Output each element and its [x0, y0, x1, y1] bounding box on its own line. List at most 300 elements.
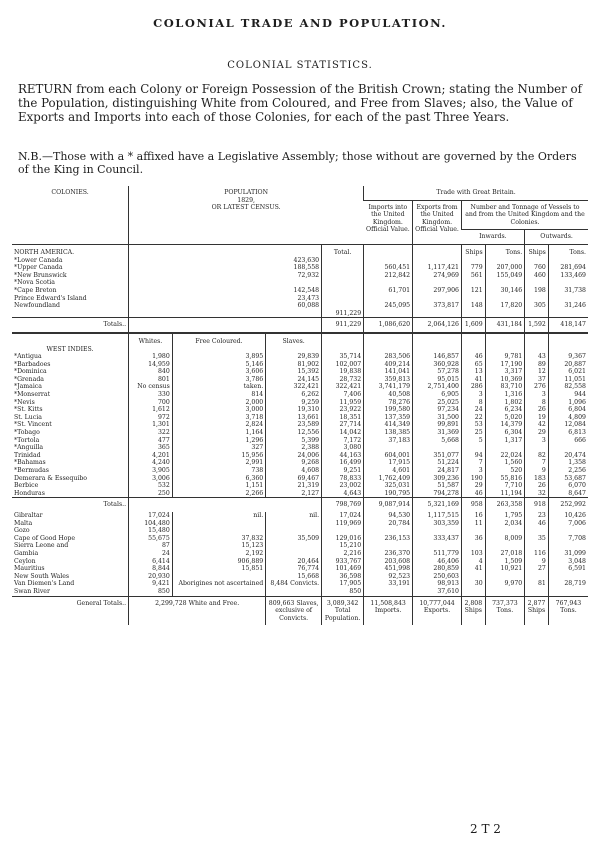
table-cell	[364, 257, 413, 265]
table-cell: 31,099	[548, 550, 588, 558]
table-cell	[548, 573, 588, 581]
table-cell: 252,992	[548, 498, 588, 512]
table-cell: 42	[525, 421, 549, 429]
table-cell	[266, 550, 322, 558]
table-cell: 35,509	[266, 535, 322, 543]
colony-name: *Anguilla	[14, 444, 44, 452]
table-cell: 81	[525, 580, 549, 588]
table-cell	[172, 527, 265, 535]
table-cell: 13	[462, 368, 486, 376]
table-cell	[322, 302, 364, 310]
table-cell	[12, 333, 129, 346]
table-cell: 6,262	[266, 391, 322, 399]
table-cell: 281,694	[548, 264, 588, 272]
table-cell: 35,714	[322, 353, 364, 361]
table-cell: 35	[525, 535, 549, 543]
table-cell	[548, 333, 588, 346]
table-cell: 779	[462, 264, 486, 272]
table-cell	[525, 346, 549, 354]
table-cell	[172, 520, 265, 528]
table-cell: 276	[525, 383, 549, 391]
table-cell: 40,508	[364, 391, 413, 399]
table-cell: 666	[548, 437, 588, 445]
table-row	[12, 550, 588, 558]
table-cell	[413, 279, 462, 287]
table-cell: 2,824	[172, 421, 265, 429]
population-year: 1829,	[237, 196, 255, 204]
table-cell: 9,421	[129, 580, 173, 588]
table-row	[12, 421, 588, 429]
table-cell: 65	[462, 361, 486, 369]
table-cell: 6,234	[485, 406, 525, 414]
whites-header: Whites.	[129, 333, 173, 346]
table-cell: 15,668	[266, 573, 322, 581]
table-cell	[322, 333, 364, 346]
table-cell: 12	[525, 368, 549, 376]
table-cell: 15,851	[172, 565, 265, 573]
table-cell: 414,349	[364, 421, 413, 429]
table-cell: 6,414	[129, 558, 173, 566]
table-cell: 46,406	[413, 558, 462, 566]
section-title: COLONIAL STATISTICS.	[227, 60, 373, 71]
table-cell	[548, 295, 588, 303]
totals-row	[12, 318, 588, 333]
table-cell: 1,151	[172, 482, 265, 490]
table-cell	[525, 573, 549, 581]
table-cell: 2,034	[485, 520, 525, 528]
section-header-row	[12, 346, 588, 354]
table-cell: 5,399	[266, 437, 322, 445]
table-cell	[462, 573, 486, 581]
table-cell: 92,523	[364, 573, 413, 581]
table-cell: 18,351	[322, 414, 364, 422]
general-totals-label: General Totals..	[12, 596, 129, 625]
table-cell: 801	[129, 376, 173, 384]
table-cell: 29	[525, 429, 549, 437]
table-cell: 26	[525, 482, 549, 490]
table-row	[12, 527, 588, 535]
table-cell	[525, 257, 549, 265]
table-cell: 72,932	[129, 272, 322, 280]
table-cell: 2,991	[172, 459, 265, 467]
table-cell: 198	[525, 287, 549, 295]
table-cell: 44,163	[322, 452, 364, 460]
table-cell: 9,087,914	[364, 498, 413, 512]
table-cell: 814	[172, 391, 265, 399]
table-cell: 6,591	[548, 565, 588, 573]
table-cell: 83,710	[485, 383, 525, 391]
table-cell: taken.	[172, 383, 265, 391]
table-cell: 286	[462, 383, 486, 391]
table-cell: 15,480	[129, 527, 173, 535]
table-cell: 31,500	[413, 414, 462, 422]
table-cell: 15,956	[172, 452, 265, 460]
table-cell: 327	[172, 444, 265, 452]
table-cell: 116	[525, 550, 549, 558]
table-cell: 78,276	[364, 399, 413, 407]
table-cell: 23,922	[322, 406, 364, 414]
table-cell	[129, 279, 322, 287]
table-cell: 4	[462, 558, 486, 566]
table-cell: 1,317	[485, 437, 525, 445]
colony-name: *Nevis	[14, 398, 35, 406]
table-cell: 3,000	[172, 406, 265, 414]
table-cell: 850	[322, 588, 364, 596]
colony-name: Van Diemen's Land	[14, 580, 75, 588]
table-cell: 3,048	[548, 558, 588, 566]
table-cell: 5,668	[413, 437, 462, 445]
table-cell: 188,558	[129, 264, 322, 272]
table-cell: 972	[129, 414, 173, 422]
table-cell: 4,201	[129, 452, 173, 460]
table-cell: 8	[525, 399, 549, 407]
table-cell: 82,558	[548, 383, 588, 391]
table-row	[12, 542, 588, 550]
table-cell	[548, 346, 588, 354]
table-cell: 322,421	[266, 383, 322, 391]
table-cell: 121	[462, 287, 486, 295]
colony-name: *Dominica	[14, 368, 47, 376]
table-cell	[462, 310, 486, 318]
table-cell	[548, 588, 588, 596]
table-cell	[129, 346, 173, 354]
table-cell: 431,184	[485, 318, 525, 333]
table-cell: 17,905	[322, 580, 364, 588]
table-row	[12, 565, 588, 573]
table-cell: 9,251	[322, 467, 364, 475]
table-cell: 322	[129, 429, 173, 437]
table-row	[12, 459, 588, 467]
table-cell: nil.	[172, 512, 265, 520]
table-row	[12, 264, 588, 272]
table-cell: 37,610	[413, 588, 462, 596]
table-cell: 7	[462, 459, 486, 467]
colony-name: Ceylon	[14, 557, 36, 565]
table-cell: 11,508,843 Imports.	[364, 596, 413, 625]
table-cell: 3,741,179	[364, 383, 413, 391]
colony-name: Sierra Leone and	[14, 542, 69, 550]
colony-name: *Monserrat	[14, 391, 51, 399]
table-cell	[485, 542, 525, 550]
table-cell: 51,587	[413, 482, 462, 490]
table-cell	[525, 527, 549, 535]
table-cell: 477	[129, 437, 173, 445]
table-cell: 250	[129, 490, 173, 498]
table-cell	[462, 444, 486, 452]
table-cell: 8,844	[129, 565, 173, 573]
table-cell: 155,049	[485, 272, 525, 280]
table-cell: 27,714	[322, 421, 364, 429]
table-row	[12, 376, 588, 384]
table-cell: 236,370	[364, 550, 413, 558]
table-cell: 37,832	[172, 535, 265, 543]
page-footer: 2 T 2	[470, 822, 501, 836]
table-cell	[548, 444, 588, 452]
table-row	[12, 482, 588, 490]
table-cell: 203,608	[364, 558, 413, 566]
table-cell	[548, 527, 588, 535]
table-cell: 2,216	[322, 550, 364, 558]
table-cell: 26	[525, 406, 549, 414]
table-cell: 20,887	[548, 361, 588, 369]
table-cell: 3	[462, 467, 486, 475]
table-row	[12, 272, 588, 280]
colony-name: *St. Vincent	[14, 421, 52, 429]
table-cell: 25	[462, 429, 486, 437]
table-cell: 22	[462, 414, 486, 422]
table-cell: 95,015	[413, 376, 462, 384]
table-cell	[322, 257, 364, 265]
table-cell: 27,018	[485, 550, 525, 558]
table-cell	[266, 542, 322, 550]
table-cell	[525, 295, 549, 303]
table-cell	[462, 295, 486, 303]
table-cell	[129, 498, 322, 512]
table-cell: 17,820	[485, 302, 525, 310]
table-cell: 4,643	[322, 490, 364, 498]
table-cell: 933,767	[322, 558, 364, 566]
table-cell: 6,905	[413, 391, 462, 399]
table-cell: 23	[525, 512, 549, 520]
table-cell: 17,915	[364, 459, 413, 467]
table-cell: 1,762,409	[364, 475, 413, 483]
table-cell: 55,816	[485, 475, 525, 483]
table-cell: 24,817	[413, 467, 462, 475]
table-cell: 297,906	[413, 287, 462, 295]
table-cell: 138,385	[364, 429, 413, 437]
table-cell: 57,278	[413, 368, 462, 376]
table-cell	[266, 346, 322, 354]
table-cell: 76,774	[266, 565, 322, 573]
table-cell	[364, 279, 413, 287]
table-cell: 1,612	[129, 406, 173, 414]
table-cell: 760	[525, 264, 549, 272]
trade-header: Trade with Great Britain.	[364, 186, 588, 200]
table-cell	[525, 588, 549, 596]
table-cell	[322, 264, 364, 272]
table-cell: 5,020	[485, 414, 525, 422]
table-cell	[413, 333, 462, 346]
table-cell: 918	[525, 498, 549, 512]
table-cell: 46	[525, 520, 549, 528]
table-cell: 2,256	[548, 467, 588, 475]
table-cell	[462, 588, 486, 596]
table-cell: 798,769	[322, 498, 364, 512]
outwards-header: Outwards.	[525, 230, 588, 245]
table-cell: 604,001	[364, 452, 413, 460]
table-cell: 3,895	[172, 353, 265, 361]
table-cell: 46	[462, 490, 486, 498]
table-cell: 1,592	[525, 318, 549, 333]
table-cell: 146,857	[413, 353, 462, 361]
table-cell: 3	[462, 391, 486, 399]
colony-name: Berbice	[14, 482, 39, 490]
table-cell	[462, 346, 486, 354]
colony-name: Newfoundland	[14, 302, 60, 310]
table-cell: 794,278	[413, 490, 462, 498]
table-cell: 738	[172, 467, 265, 475]
table-cell: 1,301	[129, 421, 173, 429]
table-cell: 9,970	[485, 580, 525, 588]
table-cell	[525, 333, 549, 346]
table-cell: 274,969	[413, 272, 462, 280]
table-cell: 37	[525, 376, 549, 384]
table-cell: 24,145	[266, 376, 322, 384]
table-cell: 55,675	[129, 535, 173, 543]
table-cell: Ships	[462, 244, 486, 256]
table-cell	[413, 244, 462, 256]
table-cell	[485, 346, 525, 354]
table-cell: 82	[525, 452, 549, 460]
table-cell: 4,240	[129, 459, 173, 467]
table-cell	[485, 527, 525, 535]
table-cell: 330	[129, 391, 173, 399]
table-cell: 2,127	[266, 490, 322, 498]
colony-name: *Cape Breton	[14, 286, 57, 294]
colony-name: *New Brunswick	[14, 271, 67, 279]
table-cell: 2,000	[172, 399, 265, 407]
table-cell: 520	[485, 467, 525, 475]
colony-name: *Nova Scotia	[14, 279, 55, 287]
table-cell	[485, 279, 525, 287]
table-cell: 11,194	[485, 490, 525, 498]
free-coloured-header: Free Coloured.	[172, 333, 265, 346]
table-cell: 98,913	[413, 580, 462, 588]
table-cell: 190,795	[364, 490, 413, 498]
table-cell: 3	[525, 437, 549, 445]
table-cell: 22,024	[485, 452, 525, 460]
imports-header: Imports into the United Kingdom. Official Value.	[364, 200, 413, 244]
table-cell: 12,084	[548, 421, 588, 429]
table-row	[12, 429, 588, 437]
table-cell: 700	[129, 399, 173, 407]
table-row	[12, 580, 588, 588]
table-cell	[413, 444, 462, 452]
table-cell: 3,089,342 Total Population.	[322, 596, 364, 625]
table-cell: 36	[462, 535, 486, 543]
table-cell: 3,080	[322, 444, 364, 452]
table-cell	[462, 279, 486, 287]
table-cell: 137,359	[364, 414, 413, 422]
table-cell: 1,096	[548, 399, 588, 407]
table-cell	[485, 257, 525, 265]
table-cell: 359,813	[364, 376, 413, 384]
table-cell: 78,833	[322, 475, 364, 483]
colony-name: *Tobago	[14, 429, 40, 437]
table-cell	[172, 573, 265, 581]
table-cell: 10,921	[485, 565, 525, 573]
table-cell	[172, 346, 265, 354]
table-cell: 61,701	[364, 287, 413, 295]
table-row	[12, 512, 588, 520]
colony-name: *Grenada	[14, 375, 44, 383]
colony-name	[12, 310, 129, 318]
colony-name: Prince Edward's Island	[14, 294, 87, 302]
table-row	[12, 353, 588, 361]
table-cell: Ships	[525, 244, 549, 256]
table-cell: 20,474	[548, 452, 588, 460]
table-row	[12, 490, 588, 498]
table-cell: 5	[462, 437, 486, 445]
table-cell: 15,392	[266, 368, 322, 376]
table-cell: 20,784	[364, 520, 413, 528]
table-cell: 511,779	[413, 550, 462, 558]
table-cell: 850	[129, 588, 173, 596]
table-cell: Tons.	[485, 244, 525, 256]
table-cell: 6,070	[548, 482, 588, 490]
table-row	[12, 558, 588, 566]
table-cell: 23,002	[322, 482, 364, 490]
table-cell: 1,560	[485, 459, 525, 467]
table-cell: 3,006	[129, 475, 173, 483]
table-cell	[413, 346, 462, 354]
section-title-north-america: NORTH AMERICA.	[14, 248, 75, 256]
table-row	[12, 391, 588, 399]
table-cell: 2,388	[266, 444, 322, 452]
table-cell: 333,437	[413, 535, 462, 543]
table-row	[12, 573, 588, 581]
table-cell: 10,777,044 Exports.	[413, 596, 462, 625]
table-cell	[322, 295, 364, 303]
table-cell	[364, 310, 413, 318]
table-cell: 280,859	[413, 565, 462, 573]
table-row	[12, 383, 588, 391]
table-cell: 28,719	[548, 580, 588, 588]
colony-name: Swan River	[14, 587, 50, 595]
table-cell: 3	[525, 391, 549, 399]
table-cell: 16	[462, 512, 486, 520]
table-cell: 7,710	[485, 482, 525, 490]
colony-name: *Antigua	[14, 353, 42, 361]
table-cell: 4,809	[548, 414, 588, 422]
table-cell: 1,980	[129, 353, 173, 361]
table-cell: 460	[525, 272, 549, 280]
table-cell: 4,608	[266, 467, 322, 475]
table-cell	[364, 527, 413, 535]
table-cell: 2,751,400	[413, 383, 462, 391]
table-cell: 1,164	[172, 429, 265, 437]
table-row	[12, 467, 588, 475]
table-row	[12, 437, 588, 445]
table-cell: 11,959	[322, 399, 364, 407]
colony-name: Mauritius	[14, 565, 45, 573]
table-cell	[129, 310, 322, 318]
table-row	[12, 588, 588, 596]
table-cell: 30	[462, 580, 486, 588]
table-cell: 14,379	[485, 421, 525, 429]
section-header-row	[12, 333, 588, 346]
table-cell: 19,310	[266, 406, 322, 414]
table-cell: 1,795	[485, 512, 525, 520]
table-cell: 41	[462, 376, 486, 384]
table-cell	[485, 444, 525, 452]
table-cell: 3,317	[485, 368, 525, 376]
table-cell: 5,321,169	[413, 498, 462, 512]
colony-name: Malta	[14, 519, 33, 527]
table-cell: 129,016	[322, 535, 364, 543]
table-cell: 9	[525, 467, 549, 475]
table-cell: 183	[525, 475, 549, 483]
table-cell	[462, 257, 486, 265]
table-row	[12, 257, 588, 265]
table-cell: 283,506	[364, 353, 413, 361]
table-cell: 8,009	[485, 535, 525, 543]
table-cell	[548, 310, 588, 318]
colony-name: *Bahamas	[14, 459, 46, 467]
table-cell: 451,998	[364, 565, 413, 573]
slaves-header: Slaves.	[266, 333, 322, 346]
table-cell: 958	[462, 498, 486, 512]
